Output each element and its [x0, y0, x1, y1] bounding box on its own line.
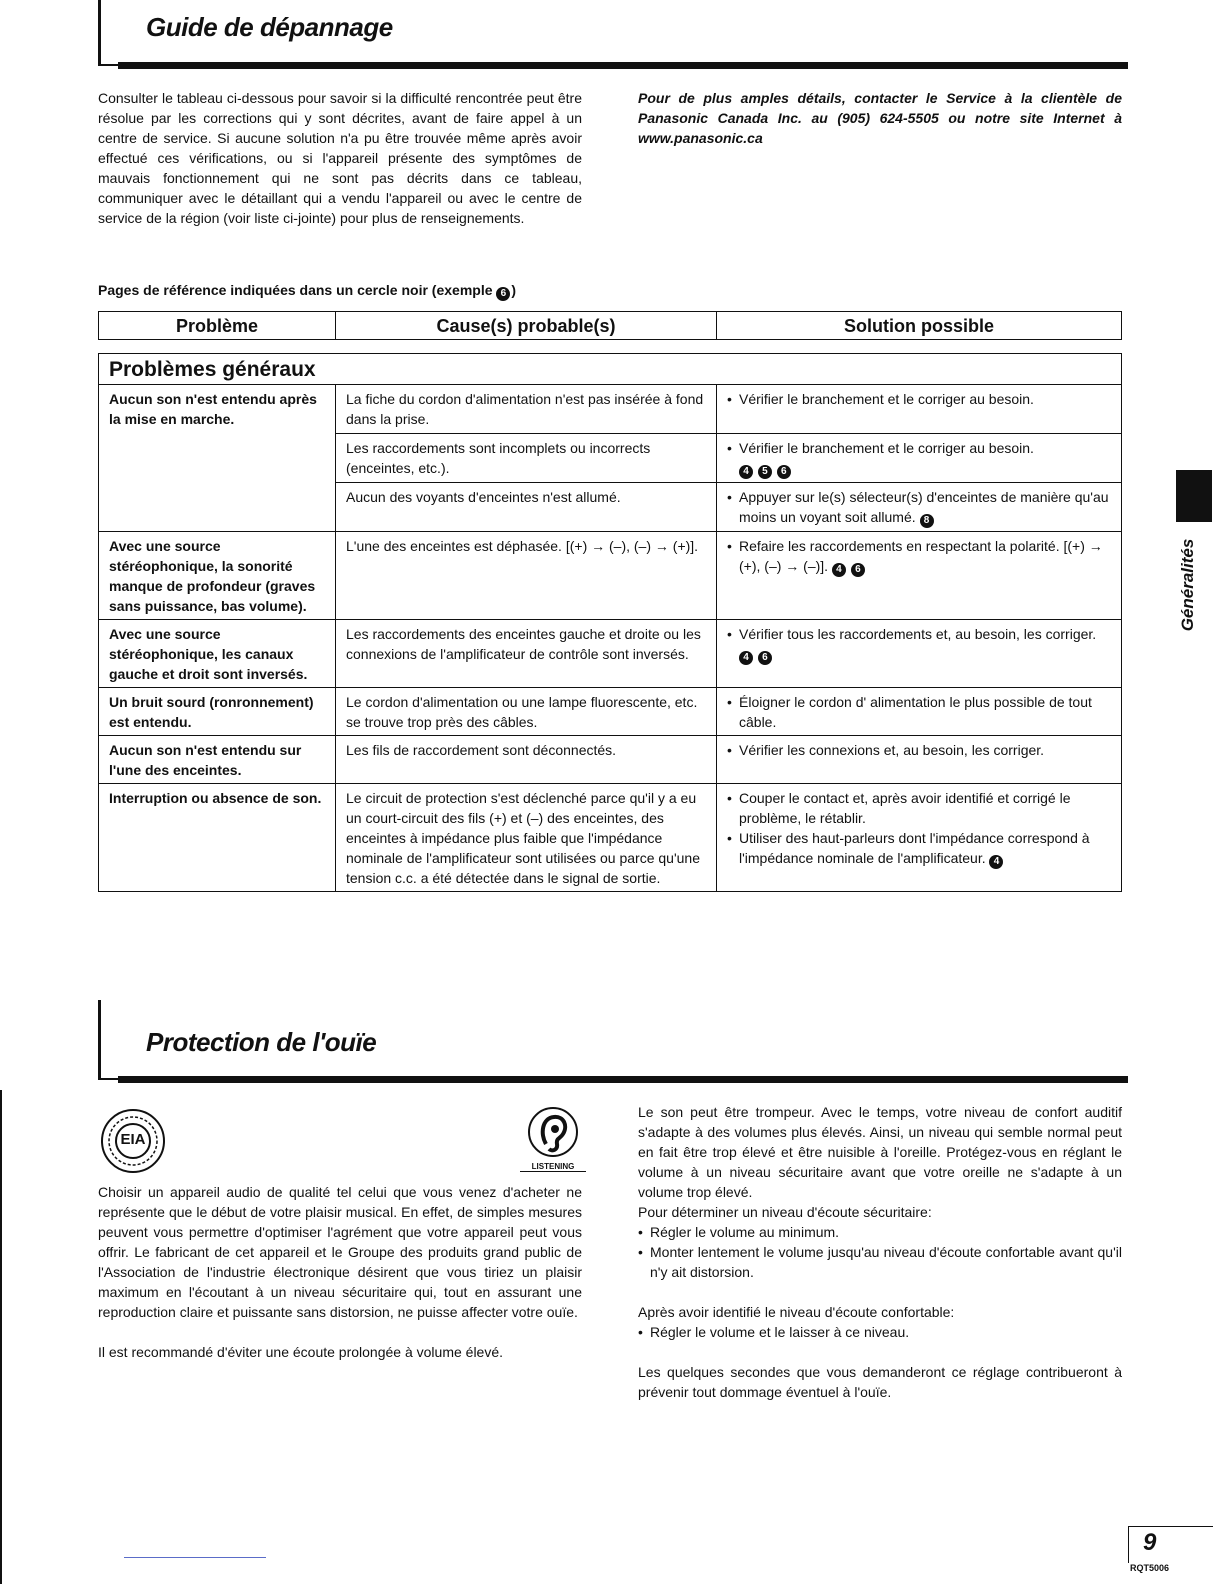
reference-circles: [727, 458, 1111, 479]
hearing-paragraph: Le son peut être trompeur. Avec le temps, votre niveau de confort auditif s'adapte à des volumes plus élevés. Ainsi, un niveau qui semble normal peut en fait être trop élevé et être nuisible à l'oreille. Protégez-vous en réglant le volume à un niveau sécuritaire avant que votre oreille ne s'adapte à un volume trop élevé.: [638, 1104, 1122, 1200]
table-row: [99, 736, 1122, 784]
table-row: [99, 784, 1122, 892]
table-row: [99, 688, 1122, 736]
reference-circle: 8: [920, 514, 934, 528]
troubleshooting-title: Guide de dépannage: [146, 12, 393, 42]
solution-cell: [717, 620, 1122, 688]
page-number: 9: [1143, 1529, 1157, 1556]
troubleshooting-intro: Consulter le tableau ci-dessous pour savoir si la difficulté rencontrée peut être résolue par les corrections qui y sont décrites, avant de faire appel à un centre de service. Si aucune solution n'a pu être trouvée même après avoir effectué ces vérifications, ou si l'appareil présente des symptômes de mauvais fonctionnement qui ne sont pas décrits dans ce tableau, communiquer avec le détaillant qui a vendu l'appareil ou avec le centre de service de la région (voir liste ci-jointe) pour plus de renseignements.: [98, 90, 582, 226]
problem-cell: Avec une source stéréophonique, les canaux gauche et droit sont inversés.: [99, 620, 336, 688]
hearing-paragraph: Les quelques secondes que vous demanderont ce réglage contribueront à prévenir tout dommage éventuel à l'ouïe.: [638, 1364, 1122, 1400]
cause-cell: Les fils de raccordement sont déconnectés.: [336, 736, 717, 784]
troubleshooting-table: [98, 353, 1122, 892]
solution-cell: [717, 688, 1122, 736]
solution-text: Vérifier tous les raccordements et, au besoin, les corriger.: [739, 626, 1097, 642]
solution-cell: [717, 784, 1122, 892]
header-cause: Cause(s) probable(s): [336, 312, 717, 340]
listening-logo: [520, 1104, 586, 1176]
solution-text: • Couper le contact et, après avoir identifié et corrigé le problème, le rétablir.: [727, 788, 1111, 828]
table-row: [99, 385, 1122, 434]
cause-cell: Le circuit de protection s'est déclenché parce qu'il y a eu un court-circuit des fils (+) et (–) des enceintes, des enceintes à impédance plus faible que l'impédance nominale de l'amplificateur sont utilisées ou parce qu'une tension c.c. a été détectée dans le signal de sortie.: [336, 784, 717, 892]
bottom-link-underline: [124, 1557, 266, 1558]
solution-cell: [717, 483, 1122, 532]
hearing-paragraph: Il est recommandé d'éviter une écoute prolongée à volume élevé.: [98, 1344, 504, 1360]
reference-note-text: Pages de référence indiquées dans un cercle noir (exemple: [98, 282, 493, 298]
solution-text: • Vérifier le branchement et le corriger au besoin.: [727, 438, 1111, 458]
reference-circle: 6: [496, 287, 510, 301]
hearing-paragraph: Après avoir identifié le niveau d'écoute confortable:: [638, 1304, 955, 1320]
cause-cell: L'une des enceintes est déphasée. [(+) → (–), (–) → (+)].: [336, 532, 717, 620]
reference-circle: 4: [832, 563, 846, 577]
hearing-left-column: [98, 1182, 582, 1362]
reference-circle: 4: [739, 651, 753, 665]
hearing-paragraph: Choisir un appareil audio de qualité tel celui que vous venez d'acheter ne représente que le début de votre plaisir musical. En effet, de simples mesures peuvent vous permettre d'optimiser l'agrément que votre appareil peut vous offrir. Le fabricant de cet appareil et le Groupe des produits grand public de l'Association de l'industrie électronique désirent que vous tiriez un plaisir maximum en l'écoutant à un niveau sécuritaire qui, tout en assurant une reproduction claire et puissante sans distorsion, ne puisse affecter votre ouïe.: [98, 1184, 582, 1320]
cause-cell: Les raccordements sont incomplets ou incorrects (enceintes, etc.).: [336, 434, 717, 483]
side-tab-label: [1168, 530, 1208, 640]
side-tab-marker: [1176, 470, 1212, 522]
reference-note: [98, 282, 516, 301]
cause-cell: La fiche du cordon d'alimentation n'est pas insérée à fond dans la prise.: [336, 385, 717, 434]
side-tab-text: Généralités: [1178, 538, 1197, 632]
solution-text: Refaire les raccordements en respectant la polarité. [(+) → (+), (–) → (–)].: [739, 538, 1103, 574]
header-solution: Solution possible: [717, 312, 1122, 340]
problem-cell: Interruption ou absence de son.: [99, 784, 336, 892]
list-item: • Régler le volume au minimum.: [638, 1222, 1122, 1242]
cause-cell: Les raccordements des enceintes gauche et droite ou les connexions de l'amplificateur de contrôle sont inversés.: [336, 620, 717, 688]
eia-logo-text: EIA: [120, 1131, 146, 1148]
header-problem: Problème: [99, 312, 336, 340]
solution-text: • Éloigner le cordon d' alimentation le plus possible de tout câble.: [727, 692, 1111, 732]
reference-circle: 4: [739, 465, 753, 479]
solution-item: [727, 828, 1111, 869]
list-item: • Régler le volume et le laisser à ce niveau.: [638, 1322, 1122, 1342]
reference-circle: 4: [989, 855, 1003, 869]
solution-cell: [717, 434, 1122, 483]
page-number-box: [1128, 1526, 1213, 1563]
reference-note-close: ): [511, 282, 517, 298]
solution-text: Utiliser des haut-parleurs dont l'impédance correspond à l'impédance nominale de l'amplificateur.: [739, 830, 1090, 866]
solution-text: • Vérifier les connexions et, au besoin, les corriger.: [727, 740, 1111, 760]
table-column-headers: [98, 311, 1122, 340]
troubleshooting-header: [98, 0, 1128, 70]
solution-cell: [717, 736, 1122, 784]
reference-circle: 5: [758, 465, 772, 479]
solution-item: [727, 487, 1111, 528]
contact-info: Pour de plus amples détails, contacter le Service à la clientèle de Panasonic Canada Inc. au (905) 624-5505 ou notre site Internet à www.panasonic.ca: [638, 90, 1122, 146]
reference-circle: 6: [758, 651, 772, 665]
hearing-right-column: [638, 1102, 1122, 1402]
group-title: Problèmes généraux: [99, 354, 1122, 385]
problem-cell: Un bruit sourd (ronronnement) est entendu.: [99, 688, 336, 736]
solution-cell: [717, 532, 1122, 620]
listening-logo-text: LISTENING: [520, 1162, 586, 1172]
solution-cell: [717, 385, 1122, 434]
cause-cell: Le cordon d'alimentation ou une lampe fluorescente, etc. se trouve trop près des câbles.: [336, 688, 717, 736]
list-item: • Monter lentement le volume jusqu'au niveau d'écoute confortable avant qu'il n'y ait distorsion.: [638, 1242, 1122, 1282]
ear-icon: [520, 1104, 586, 1162]
solution-text: • Vérifier le branchement et le corriger au besoin.: [727, 389, 1111, 409]
solution-text: Appuyer sur le(s) sélecteur(s) d'enceintes de manière qu'au moins un voyant soit allumé.: [739, 489, 1109, 525]
problem-cell: Aucun son n'est entendu sur l'une des enceintes.: [99, 736, 336, 784]
table-row: [99, 532, 1122, 620]
left-edge-line: [0, 1090, 2, 1584]
eia-logo: [100, 1108, 166, 1174]
solution-item: [727, 624, 1111, 665]
reference-circle: 6: [851, 563, 865, 577]
cause-cell: Aucun des voyants d'enceintes n'est allumé.: [336, 483, 717, 532]
hearing-title: Protection de l'ouïe: [146, 1027, 377, 1057]
problem-cell: Aucun son n'est entendu après la mise en marche.: [99, 385, 336, 532]
table-row: [99, 620, 1122, 688]
hearing-header: [98, 1000, 1128, 1084]
solution-item: [727, 536, 1111, 577]
document-code: RQT5006: [1130, 1563, 1170, 1573]
reference-circle: 6: [777, 465, 791, 479]
hearing-paragraph: Pour déterminer un niveau d'écoute sécuritaire:: [638, 1204, 932, 1220]
problem-cell: Avec une source stéréophonique, la sonorité manque de profondeur (graves sans puissance, bas volume).: [99, 532, 336, 620]
